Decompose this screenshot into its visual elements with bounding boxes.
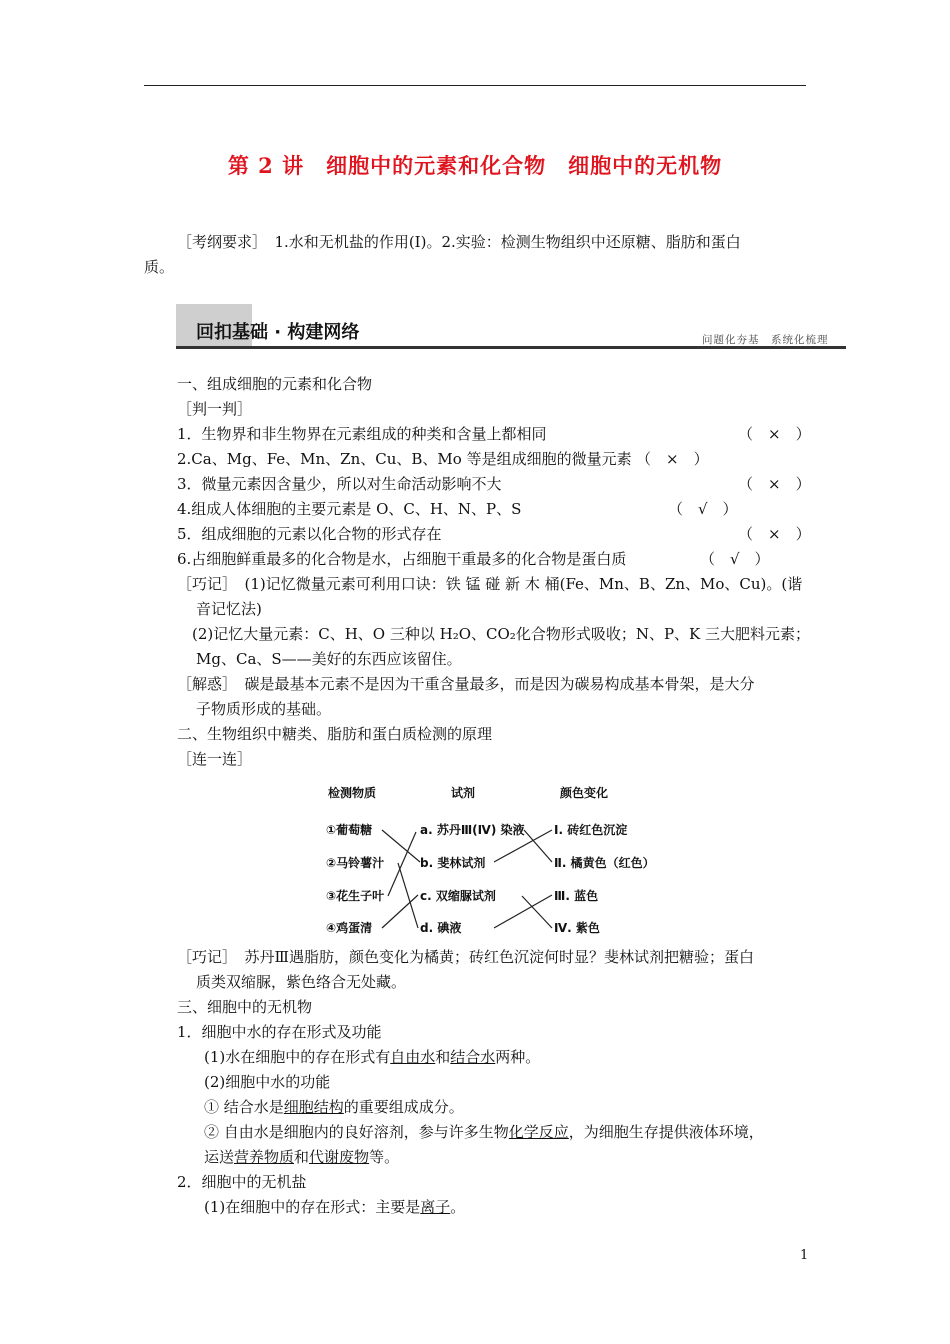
exam-requirements-line2: 质。 (144, 258, 175, 276)
substance-3: ③花生子叶 (326, 889, 385, 903)
lesson-title: 第 2 讲 细胞中的元素和化合物 细胞中的无机物 (227, 153, 723, 178)
judge-mark-2: （ × ） (636, 450, 709, 468)
substance-4: ④鸡蛋清 (326, 921, 373, 935)
tip3-line1: ［巧记］ 苏丹Ⅲ遇脂肪，颜色变化为橘黄；砖红色沉淀何时显？斐林试剂把糖验；蛋白 (177, 948, 754, 966)
banner-rule (176, 346, 846, 349)
link-label: ［连一连］ (177, 750, 253, 768)
judge-mark-6: （ √ ） (700, 550, 770, 568)
link-d-3 (494, 895, 552, 928)
blank-wastes: 代谢废物 (309, 1148, 370, 1166)
blank-free-water: 自由水 (390, 1048, 436, 1066)
blank-nutrients: 营养物质 (234, 1148, 295, 1166)
link-3-a (388, 832, 416, 896)
reagent-d: d. 碘液 (420, 921, 462, 935)
judge-item-1: 1．生物界和非生物界在元素组成的种类和含量上都相同 (177, 425, 547, 443)
substance-2: ②马铃薯汁 (326, 856, 385, 870)
free-water-transport: 运送营养物质和代谢废物等。 (204, 1148, 400, 1166)
diagram-header-reagent: 试剂 (451, 786, 476, 800)
header-rule (144, 85, 806, 86)
color-2: Ⅱ. 橘黄色（红色） (554, 856, 655, 870)
section-banner-title: 回扣基础 · 构建网络 (196, 322, 360, 343)
judge-item-4: 4.组成人体细胞的主要元素是 O、C、H、N、P、S (177, 500, 522, 518)
blank-cell-structure: 细胞结构 (283, 1098, 344, 1116)
color-4: Ⅳ. 紫色 (554, 921, 600, 935)
judge-mark-5: （ × ） (738, 525, 811, 543)
link-a-2 (524, 830, 552, 862)
tip3-line2: 质类双缩脲，紫色络合无处藏。 (196, 973, 407, 991)
judge-mark-4: （ √ ） (668, 500, 738, 518)
tip2-line2: Mg、Ca、S——美好的东西应该留住。 (196, 650, 462, 668)
judge-item-3: 3．微量元素因含量少，所以对生命活动影响不大 (177, 475, 502, 493)
diagram-header-substance: 检测物质 (328, 786, 377, 800)
doubt-line2: 子物质形成的基础。 (196, 700, 332, 718)
blank-ions: 离子 (420, 1198, 451, 1216)
salts-subheading: 2．细胞中的无机盐 (177, 1173, 307, 1191)
substance-1: ①葡萄糖 (326, 823, 373, 837)
water-subheading: 1．细胞中水的存在形式及功能 (177, 1023, 382, 1041)
water-forms: (1)水在细胞中的存在形式有自由水和结合水两种。 (204, 1048, 541, 1066)
judge-item-2: 2.Ca、Mg、Fe、Mn、Zn、Cu、B、Mo 等是组成细胞的微量元素 (177, 450, 632, 468)
judge-label: ［判一判］ (177, 400, 253, 418)
judge-mark-1: （ × ） (738, 425, 811, 443)
section2-heading: 二、生物组织中糖类、脂肪和蛋白质检测的原理 (177, 725, 493, 743)
judge-item-6: 6.占细胞鲜重最多的化合物是水，占细胞干重最多的化合物是蛋白质 (177, 550, 627, 568)
judge-item-5: 5．组成细胞的元素以化合物的形式存在 (177, 525, 442, 543)
water-functions: (2)细胞中水的功能 (204, 1073, 331, 1091)
reagent-a: a. 苏丹Ⅲ(Ⅳ) 染液 (420, 823, 525, 837)
blank-bound-water: 结合水 (450, 1048, 496, 1066)
section3-heading: 三、细胞中的无机物 (177, 998, 313, 1016)
tip1-line1: ［巧记］ (1)记忆微量元素可利用口诀：铁 锰 碰 新 木 桶(Fe、Mn、B、Zn、Mo、Cu)。(谐 (177, 575, 803, 593)
judge-mark-3: （ × ） (738, 475, 811, 493)
diagram-header-color: 颜色变化 (560, 786, 609, 800)
color-3: Ⅲ. 蓝色 (554, 889, 599, 903)
reagent-c: c. 双缩脲试剂 (420, 889, 496, 903)
bound-water-function: ① 结合水是细胞结构的重要组成成分。 (204, 1098, 464, 1116)
page-number: 1 (800, 1248, 809, 1263)
color-1: Ⅰ. 砖红色沉淀 (554, 823, 628, 837)
matching-diagram (318, 780, 678, 940)
tip1-line2: 音记忆法) (196, 600, 262, 618)
reagent-b: b. 斐林试剂 (420, 856, 486, 870)
section-banner-subtitle: 问题化夯基 系统化梳理 (702, 334, 829, 346)
blank-chemical-reaction: 化学反应 (508, 1123, 569, 1141)
exam-requirements-line1: ［考纲要求］ 1.水和无机盐的作用(Ⅰ)。2.实验：检测生物组织中还原糖、脂肪和蛋白 (177, 233, 741, 251)
section1-heading: 一、组成细胞的元素和化合物 (177, 375, 373, 393)
link-c-4 (522, 896, 552, 928)
salts-form: (1)在细胞中的存在形式：主要是离子。 (204, 1198, 466, 1216)
doubt-line1: ［解惑］ 碳是最基本元素不是因为干重含量最多，而是因为碳易构成基本骨架，是大分 (177, 675, 755, 693)
tip2-line1: (2)记忆大量元素：C、H、O 三种以 H₂O、CO₂化合物形式吸收；N、P、K 三大肥料元素； (192, 625, 811, 643)
free-water-function: ② 自由水是细胞内的良好溶剂，参与许多生物化学反应，为细胞生存提供液体环境， (204, 1123, 764, 1141)
link-2-d (398, 863, 418, 928)
